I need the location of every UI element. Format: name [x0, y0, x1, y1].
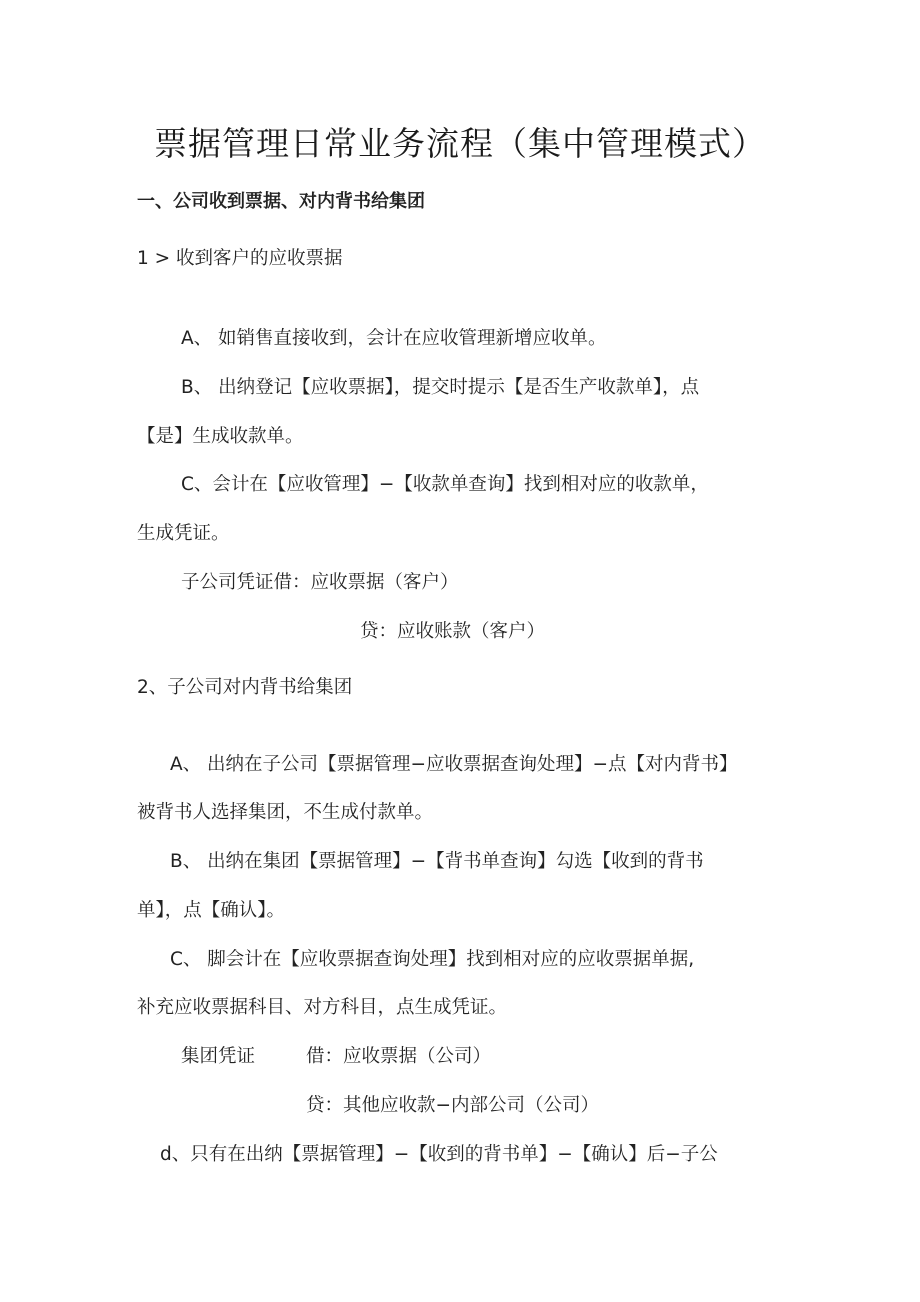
- document-title: 票据管理日常业务流程（集中管理模式）: [154, 124, 766, 163]
- subsection-1-heading: 1 > 收到客户的应收票据: [137, 248, 343, 269]
- voucher-1-debit: 子公司凭证借：应收票据（客户）: [181, 572, 459, 593]
- voucher-2-credit: 贷：其他应收款−内部公司（公司）: [306, 1095, 600, 1116]
- step-1b: B、 出纳登记【应收票据】，提交时提示【是否生产收款单】，点: [181, 377, 700, 398]
- step-2c-continued: 补充应收票据科目、对方科目，点生成凭证。: [137, 997, 508, 1018]
- voucher-1-credit: 贷：应收账款（客户）: [360, 621, 546, 642]
- step-2b: B、 出纳在集团【票据管理】−【背书单查询】勾选【收到的背书: [170, 851, 704, 872]
- step-2a: A、 出纳在子公司【票据管理−应收票据查询处理】−点【对内背书】: [170, 754, 738, 775]
- voucher-2-debit: 借：应收票据（公司）: [306, 1046, 492, 1067]
- voucher-2-label: 集团凭证: [181, 1046, 256, 1067]
- step-1c-continued: 生成凭证。: [137, 523, 230, 544]
- step-2b-continued: 单】，点【确认】。: [137, 900, 286, 921]
- section-1-heading: 一、公司收到票据、对内背书给集团: [137, 191, 425, 212]
- step-1a: A、 如销售直接收到，会计在应收管理新增应收单。: [181, 328, 607, 349]
- subsection-2-heading: 2、子公司对内背书给集团: [137, 677, 353, 698]
- step-2c: C、 脚会计在【应收票据查询处理】找到相对应的应收票据单据,: [170, 949, 695, 970]
- step-2a-continued: 被背书人选择集团，不生成付款单。: [137, 802, 434, 823]
- step-1c: C、会计在【应收管理】−【收款单查询】找到相对应的收款单，: [181, 474, 709, 495]
- step-1b-continued: 【是】生成收款单。: [137, 426, 304, 447]
- note-d: d、只有在出纳【票据管理】−【收到的背书单】−【确认】后−子公: [160, 1144, 718, 1165]
